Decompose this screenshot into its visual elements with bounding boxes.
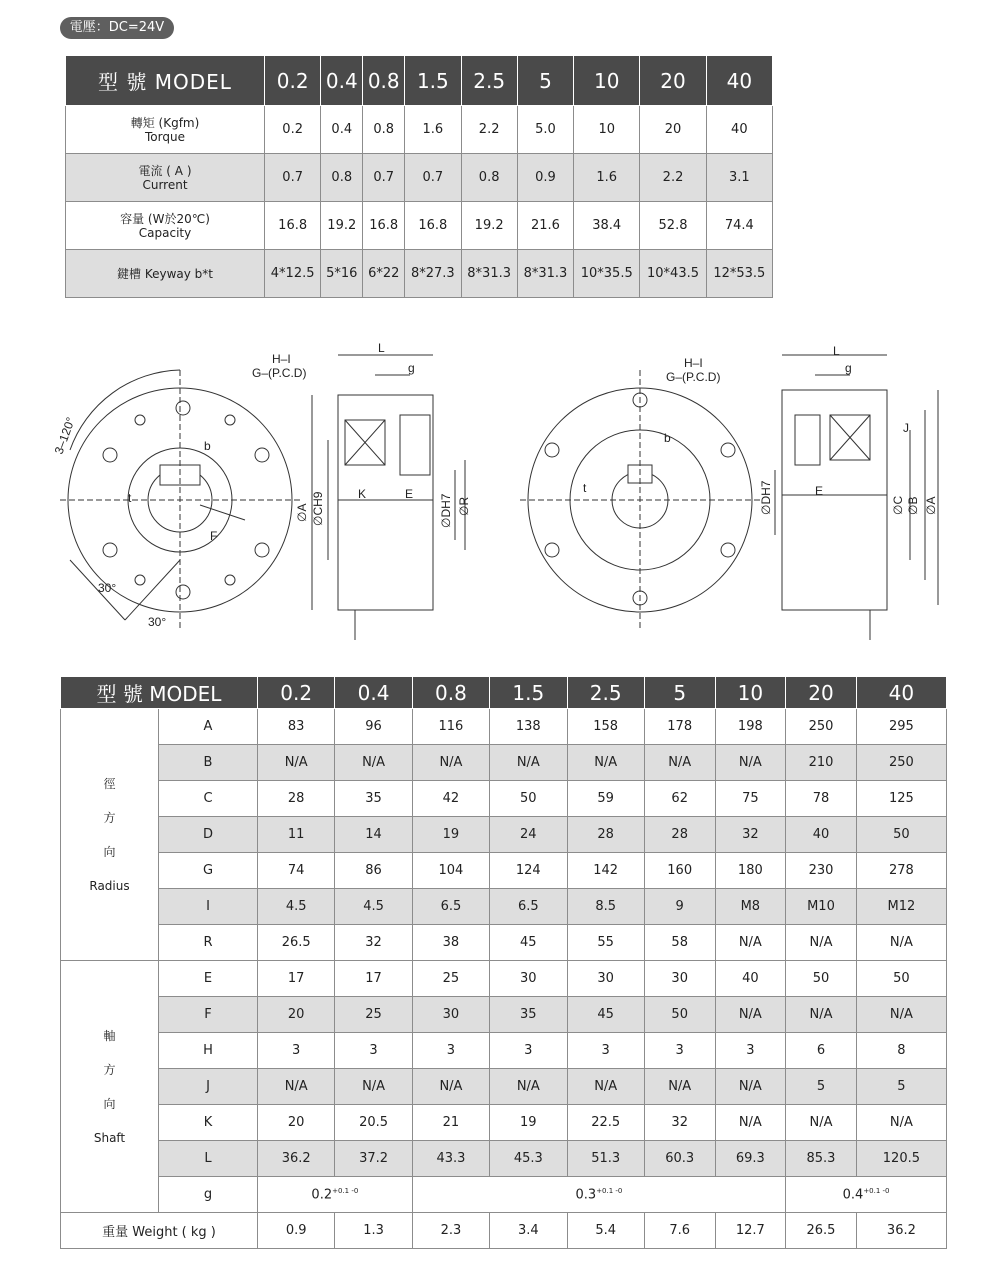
g-tol-3: +0.1 -0	[863, 1186, 890, 1195]
table-cell: 37.2	[335, 1141, 412, 1177]
dim-model-1: 0.4	[335, 677, 412, 709]
table-cell: 158	[567, 709, 644, 745]
table-cell: 210	[786, 745, 857, 781]
table-cell: N/A	[856, 925, 946, 961]
table-cell: 6.5	[412, 889, 489, 925]
row-symbol: H	[159, 1033, 258, 1069]
table-cell: 3	[412, 1033, 489, 1069]
table-cell: 142	[567, 853, 644, 889]
table-cell: 5*16	[321, 250, 363, 298]
table-cell: 25	[412, 961, 489, 997]
table-cell: 19	[412, 817, 489, 853]
table-cell: 30	[490, 961, 567, 997]
table-cell: 0.7	[363, 154, 405, 202]
current-label	[66, 154, 265, 202]
label-hi-2: H–I	[684, 356, 703, 370]
table-cell: 12*53.5	[706, 250, 772, 298]
row-symbol: D	[159, 817, 258, 853]
table-cell: 0.4	[321, 106, 363, 154]
table-cell: 32	[335, 925, 412, 961]
technical-drawing	[0, 330, 1000, 660]
spec-model-6: 10	[574, 56, 640, 106]
table-cell: 116	[412, 709, 489, 745]
spec-table	[65, 55, 773, 298]
current-zh: 電流 ( A )	[138, 163, 192, 178]
dimension-table	[60, 676, 947, 1249]
table-cell: 3.1	[706, 154, 772, 202]
table-cell: 30	[567, 961, 644, 997]
shaft-group-label	[61, 961, 159, 1213]
table-row	[61, 925, 947, 961]
table-cell: 3	[490, 1033, 567, 1069]
table-cell: 3	[567, 1033, 644, 1069]
g-cell-1	[258, 1177, 413, 1213]
capacity-unit: (W於20℃)	[147, 211, 210, 226]
radius-zh-3: 向	[103, 844, 116, 859]
table-cell: 0.7	[265, 154, 321, 202]
capacity-label	[66, 202, 265, 250]
label-phiA2: ∅A	[924, 496, 938, 515]
table-row	[61, 889, 947, 925]
table-row	[61, 1141, 947, 1177]
dim-model-2: 0.8	[412, 677, 489, 709]
table-cell: N/A	[715, 745, 786, 781]
dim-header-label: 型 號 MODEL	[61, 677, 258, 709]
row-symbol: K	[159, 1105, 258, 1141]
table-cell: N/A	[786, 1105, 857, 1141]
table-cell: 3	[644, 1033, 715, 1069]
table-cell: N/A	[644, 1069, 715, 1105]
spec-row-current	[66, 154, 773, 202]
table-cell: 8.5	[567, 889, 644, 925]
table-cell: 10*35.5	[574, 250, 640, 298]
row-symbol: I	[159, 889, 258, 925]
torque-zh: 轉矩	[130, 115, 155, 130]
table-cell: 43.3	[412, 1141, 489, 1177]
label-g: g	[408, 361, 415, 375]
label-L: L	[378, 341, 385, 355]
table-cell: 42	[412, 781, 489, 817]
table-cell: 50	[786, 961, 857, 997]
table-cell: 32	[644, 1105, 715, 1141]
table-cell: 19.2	[461, 202, 517, 250]
table-cell: 35	[490, 997, 567, 1033]
label-t: t	[128, 491, 132, 505]
shaft-en: Shaft	[93, 1130, 126, 1145]
table-cell: 0.8	[321, 154, 363, 202]
table-cell: 30	[644, 961, 715, 997]
spec-row-capacity	[66, 202, 773, 250]
dim-model-3: 1.5	[490, 677, 567, 709]
table-cell: 69.3	[715, 1141, 786, 1177]
table-cell: 20	[640, 106, 706, 154]
table-cell: M8	[715, 889, 786, 925]
label-phiDH7: ∅DH7	[439, 493, 453, 528]
g-cell-2	[412, 1177, 785, 1213]
table-cell: 5	[856, 1069, 946, 1105]
label-g-2: g	[845, 361, 852, 375]
label-E-2: E	[815, 484, 824, 498]
label-angle120: 3–120°	[51, 415, 78, 457]
table-cell: 36.2	[258, 1141, 335, 1177]
table-cell: N/A	[856, 1105, 946, 1141]
table-cell: 6*22	[363, 250, 405, 298]
table-cell: 20.5	[335, 1105, 412, 1141]
row-symbol: A	[159, 709, 258, 745]
radius-zh-2: 方	[103, 810, 116, 825]
table-cell: 26.5	[786, 1213, 857, 1249]
table-row	[61, 1177, 947, 1213]
table-row	[61, 709, 947, 745]
table-cell: 28	[644, 817, 715, 853]
table-cell: N/A	[490, 745, 567, 781]
table-cell: 51.3	[567, 1141, 644, 1177]
spec-model-5: 5	[517, 56, 573, 106]
table-cell: 45.3	[490, 1141, 567, 1177]
g-value-1: 0.2	[311, 1187, 333, 1203]
dim-model-7: 20	[786, 677, 857, 709]
table-cell: 7.6	[644, 1213, 715, 1249]
label-angle30a: 30°	[98, 581, 117, 595]
table-cell: 3	[258, 1033, 335, 1069]
table-cell: 1.6	[405, 106, 461, 154]
label-phiA: ∅A	[295, 503, 309, 522]
table-cell: 74	[258, 853, 335, 889]
spec-row-keyway	[66, 250, 773, 298]
table-cell: 38	[412, 925, 489, 961]
shaft-zh-3: 向	[103, 1096, 116, 1111]
table-cell: 17	[335, 961, 412, 997]
table-cell: 1.6	[574, 154, 640, 202]
radius-en: Radius	[89, 878, 130, 893]
table-cell: 28	[258, 781, 335, 817]
table-cell: 40	[786, 817, 857, 853]
label-hi: H–I	[272, 352, 291, 366]
table-cell: 278	[856, 853, 946, 889]
shaft-zh-2: 方	[103, 1062, 116, 1077]
table-cell: 60.3	[644, 1141, 715, 1177]
dim-header-row	[61, 677, 947, 709]
label-phiR: ∅R	[457, 496, 471, 516]
table-cell: 250	[786, 709, 857, 745]
spec-header-label: 型 號 MODEL	[66, 56, 265, 106]
table-cell: 20	[258, 1105, 335, 1141]
table-cell: 0.8	[363, 106, 405, 154]
table-cell: N/A	[567, 745, 644, 781]
table-cell: 86	[335, 853, 412, 889]
table-cell: N/A	[644, 745, 715, 781]
label-J: J	[903, 421, 909, 435]
torque-unit: (Kgfm)	[158, 115, 200, 130]
table-cell: 40	[715, 961, 786, 997]
table-cell: 17	[258, 961, 335, 997]
capacity-en: Capacity	[138, 225, 192, 240]
table-row	[61, 1033, 947, 1069]
table-cell: 178	[644, 709, 715, 745]
torque-en: Torque	[145, 129, 185, 144]
table-row	[61, 817, 947, 853]
label-gpcd-2: G–(P.C.D)	[666, 370, 721, 384]
g-cell-3	[786, 1177, 947, 1213]
table-row	[61, 961, 947, 997]
label-phiCH9: ∅CH9	[311, 491, 325, 526]
table-cell: 21	[412, 1105, 489, 1141]
label-b: b	[204, 439, 211, 453]
table-cell: 21.6	[517, 202, 573, 250]
table-cell: 28	[567, 817, 644, 853]
spec-model-7: 20	[640, 56, 706, 106]
shaft-zh-1: 軸	[103, 1028, 116, 1043]
table-cell: 1.3	[335, 1213, 412, 1249]
table-cell: 8*31.3	[461, 250, 517, 298]
label-K: K	[358, 487, 367, 501]
weight-row	[61, 1213, 947, 1249]
table-cell: 0.8	[461, 154, 517, 202]
table-cell: 2.2	[640, 154, 706, 202]
table-cell: 14	[335, 817, 412, 853]
table-cell: 250	[856, 745, 946, 781]
table-cell: 45	[567, 997, 644, 1033]
spec-model-0: 0.2	[265, 56, 321, 106]
table-cell: 50	[856, 817, 946, 853]
table-cell: N/A	[335, 1069, 412, 1105]
table-cell: 58	[644, 925, 715, 961]
table-cell: 0.2	[265, 106, 321, 154]
table-cell: 5	[786, 1069, 857, 1105]
table-row	[61, 781, 947, 817]
spec-model-2: 0.8	[363, 56, 405, 106]
label-angle30b: 30°	[148, 615, 167, 629]
table-cell: N/A	[715, 1069, 786, 1105]
table-cell: 24	[490, 817, 567, 853]
g-tol-2: +0.1 -0	[596, 1186, 623, 1195]
table-row	[61, 1105, 947, 1141]
table-cell: N/A	[490, 1069, 567, 1105]
table-cell: 295	[856, 709, 946, 745]
spec-model-8: 40	[706, 56, 772, 106]
torque-label	[66, 106, 265, 154]
table-cell: 5.4	[567, 1213, 644, 1249]
table-cell: 9	[644, 889, 715, 925]
table-cell: 96	[335, 709, 412, 745]
row-symbol: R	[159, 925, 258, 961]
table-cell: 0.9	[517, 154, 573, 202]
g-value-2: 0.3	[575, 1187, 597, 1203]
table-cell: N/A	[258, 1069, 335, 1105]
table-cell: 120.5	[856, 1141, 946, 1177]
table-cell: 138	[490, 709, 567, 745]
table-cell: M12	[856, 889, 946, 925]
table-cell: 8*31.3	[517, 250, 573, 298]
table-row	[61, 997, 947, 1033]
row-symbol: C	[159, 781, 258, 817]
table-cell: 52.8	[640, 202, 706, 250]
g-tol-1: +0.1 -0	[332, 1186, 359, 1195]
table-cell: N/A	[715, 1105, 786, 1141]
table-cell: N/A	[335, 745, 412, 781]
table-cell: 20	[258, 997, 335, 1033]
table-cell: 0.7	[405, 154, 461, 202]
table-cell: 59	[567, 781, 644, 817]
table-cell: 78	[786, 781, 857, 817]
table-cell: N/A	[412, 745, 489, 781]
table-cell: 2.2	[461, 106, 517, 154]
table-cell: 62	[644, 781, 715, 817]
row-symbol: J	[159, 1069, 258, 1105]
table-row	[61, 1069, 947, 1105]
table-cell: 35	[335, 781, 412, 817]
table-cell: 36.2	[856, 1213, 946, 1249]
table-cell: 30	[412, 997, 489, 1033]
capacity-zh: 容量	[120, 211, 145, 226]
keyway-zh: 鍵槽	[116, 266, 141, 281]
table-cell: 25	[335, 997, 412, 1033]
table-cell: 8	[856, 1033, 946, 1069]
table-row	[61, 745, 947, 781]
keyway-label	[66, 250, 265, 298]
table-cell: 198	[715, 709, 786, 745]
label-phiDH7b: ∅DH7	[759, 480, 773, 515]
table-cell: 3.4	[490, 1213, 567, 1249]
table-cell: N/A	[786, 997, 857, 1033]
spec-row-torque	[66, 106, 773, 154]
table-cell: 75	[715, 781, 786, 817]
table-cell: 4*12.5	[265, 250, 321, 298]
row-symbol: L	[159, 1141, 258, 1177]
table-cell: 3	[335, 1033, 412, 1069]
label-L-2: L	[833, 344, 840, 358]
table-cell: 230	[786, 853, 857, 889]
table-cell: N/A	[258, 745, 335, 781]
table-cell: N/A	[715, 997, 786, 1033]
table-cell: 16.8	[363, 202, 405, 250]
dim-model-5: 5	[644, 677, 715, 709]
table-cell: 124	[490, 853, 567, 889]
table-cell: 4.5	[258, 889, 335, 925]
table-cell: 50	[490, 781, 567, 817]
label-E: E	[405, 487, 414, 501]
table-cell: 12.7	[715, 1213, 786, 1249]
g-value-3: 0.4	[842, 1187, 864, 1203]
table-cell: 85.3	[786, 1141, 857, 1177]
table-cell: 8*27.3	[405, 250, 461, 298]
table-cell: 0.9	[258, 1213, 335, 1249]
table-cell: 4.5	[335, 889, 412, 925]
dim-model-4: 2.5	[567, 677, 644, 709]
row-symbol: G	[159, 853, 258, 889]
table-cell: 26.5	[258, 925, 335, 961]
table-cell: 45	[490, 925, 567, 961]
table-cell: 5.0	[517, 106, 573, 154]
table-cell: 22.5	[567, 1105, 644, 1141]
table-cell: 19	[490, 1105, 567, 1141]
table-cell: 160	[644, 853, 715, 889]
table-cell: 2.3	[412, 1213, 489, 1249]
table-cell: N/A	[567, 1069, 644, 1105]
table-cell: 38.4	[574, 202, 640, 250]
table-cell: 180	[715, 853, 786, 889]
label-t-2: t	[583, 481, 587, 495]
dim-model-8: 40	[856, 677, 946, 709]
keyway-en: Keyway b*t	[144, 266, 213, 281]
row-symbol: g	[159, 1177, 258, 1213]
radius-group-label	[61, 709, 159, 961]
dim-model-6: 10	[715, 677, 786, 709]
table-cell: 3	[715, 1033, 786, 1069]
table-cell: N/A	[715, 925, 786, 961]
spec-model-3: 1.5	[405, 56, 461, 106]
table-cell: N/A	[856, 997, 946, 1033]
row-symbol: F	[159, 997, 258, 1033]
label-phiC: ∅C	[891, 495, 905, 515]
table-cell: 104	[412, 853, 489, 889]
dim-model-0: 0.2	[258, 677, 335, 709]
voltage-badge: 電壓：DC=24V	[60, 17, 174, 39]
table-cell: M10	[786, 889, 857, 925]
table-cell: 40	[706, 106, 772, 154]
table-cell: 10*43.5	[640, 250, 706, 298]
label-F: F	[210, 529, 218, 543]
table-cell: 50	[856, 961, 946, 997]
table-cell: 55	[567, 925, 644, 961]
spec-header-row	[66, 56, 773, 106]
table-cell: 74.4	[706, 202, 772, 250]
table-row	[61, 853, 947, 889]
table-cell: N/A	[786, 925, 857, 961]
table-cell: 125	[856, 781, 946, 817]
table-cell: 16.8	[265, 202, 321, 250]
spec-model-4: 2.5	[461, 56, 517, 106]
label-gpcd: G–(P.C.D)	[252, 366, 307, 380]
table-cell: 83	[258, 709, 335, 745]
table-cell: 16.8	[405, 202, 461, 250]
table-cell: 10	[574, 106, 640, 154]
radius-zh-1: 徑	[103, 776, 116, 791]
label-b-2: b	[664, 431, 671, 445]
table-cell: 6	[786, 1033, 857, 1069]
table-cell: 50	[644, 997, 715, 1033]
weight-label: 重量 Weight ( kg )	[61, 1213, 258, 1249]
row-symbol: B	[159, 745, 258, 781]
table-cell: N/A	[412, 1069, 489, 1105]
table-cell: 6.5	[490, 889, 567, 925]
current-en: Current	[142, 177, 188, 192]
table-cell: 32	[715, 817, 786, 853]
spec-model-1: 0.4	[321, 56, 363, 106]
table-cell: 19.2	[321, 202, 363, 250]
row-symbol: E	[159, 961, 258, 997]
table-cell: 11	[258, 817, 335, 853]
label-phiB: ∅B	[906, 496, 920, 515]
